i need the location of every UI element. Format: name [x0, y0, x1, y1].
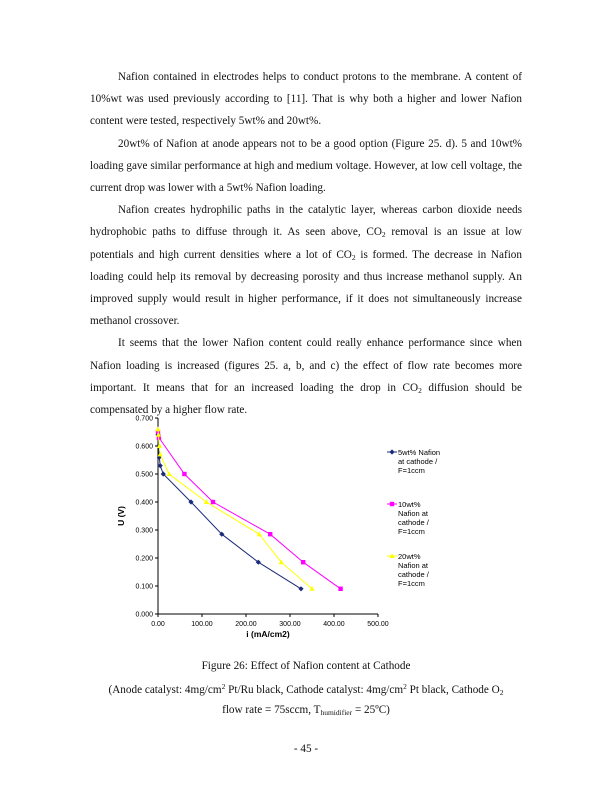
data-point-square — [301, 560, 305, 564]
caption-text: = 25ºC) — [352, 704, 390, 716]
legend-label: Nafion at — [398, 561, 429, 570]
data-point-diamond — [389, 449, 394, 454]
x-axis-label: i (mA/cm2) — [246, 629, 290, 639]
y-tick-label: 0.300 — [135, 527, 153, 535]
legend-entry-1 — [387, 448, 440, 475]
chart-legend — [386, 434, 440, 598]
subscript-2: 2 — [499, 688, 504, 697]
data-point-square — [211, 500, 215, 504]
legend-label: 20wt% — [398, 552, 421, 561]
legend-label: 5wt% Nafion — [398, 448, 441, 457]
x-tick-label: 500.00 — [367, 621, 389, 628]
caption-text: (Anode catalyst: 4mg/cm — [108, 684, 222, 696]
legend-label: cathode / — [398, 570, 429, 579]
x-tick-label: 100.00 — [191, 621, 213, 628]
series-line — [158, 432, 341, 589]
y-tick-label: 0.000 — [135, 611, 153, 619]
paragraph-4-part-a: It seems that the lower Nafion content could really enhance performance since when Nafion loading is increased (figures 25. a, b, and c) the effect of flow rate becomes more important. It means that for an increased loading the drop in CO — [90, 337, 522, 394]
legend-label: 10wt% — [398, 500, 421, 509]
y-tick-label: 0.500 — [135, 471, 153, 479]
data-point-triangle — [155, 426, 160, 431]
data-point-square — [268, 532, 272, 536]
legend-label: F=1ccm — [398, 579, 425, 588]
superscript-2: 2 — [221, 682, 226, 691]
paragraph-3-part-b: removal is an issue at low potentials and high current densities where a lot of CO — [90, 226, 522, 261]
data-point-square — [390, 502, 394, 506]
page-number: - 45 - — [293, 743, 319, 755]
chart-axes — [116, 416, 389, 640]
series-line — [158, 429, 312, 589]
figure-caption-title — [60, 658, 552, 674]
y-tick-label: 0.600 — [135, 443, 153, 451]
data-point-square — [338, 587, 342, 591]
paragraph-3-part-c: is formed. The decrease in Nafion loading could help its removal by decreasing porosity and thus increase methanol supply. An improved supply would result in higher performance, if it does not simultaneously increase methanol crossover. — [90, 248, 522, 328]
subscript-2: 2 — [381, 230, 386, 240]
subscript-2: 2 — [351, 252, 356, 262]
paragraph-1 — [90, 66, 522, 133]
subscript-2: 2 — [418, 385, 422, 395]
figure-caption-line-3 — [60, 702, 552, 718]
legend-label: at cathode / — [398, 457, 438, 466]
data-point-triangle — [257, 531, 262, 536]
x-tick-label: 400.00 — [323, 621, 345, 628]
legend-entry-2 — [387, 500, 430, 536]
x-tick-label: 300.00 — [279, 621, 301, 628]
paragraph-4-part-b: diffusion should be compensated by a higher flow rate. — [90, 381, 522, 417]
nafion-content-chart — [110, 408, 441, 640]
caption-text: Pt black, Cathode O — [406, 684, 500, 696]
y-axis-label: U (V) — [116, 506, 126, 526]
subscript-humidifier: humidifier — [320, 708, 353, 717]
body-text — [90, 66, 522, 421]
y-tick-label: 0.700 — [135, 415, 153, 423]
data-point-triangle — [166, 471, 171, 476]
legend-entry-3 — [387, 552, 430, 588]
x-tick-label: 200.00 — [235, 621, 257, 628]
chart-series-layer — [155, 426, 342, 591]
caption-text: flow rate = 75sccm, T — [222, 704, 321, 716]
legend-label: Nafion at — [398, 509, 429, 518]
y-tick-label: 0.100 — [135, 583, 153, 591]
legend-label: cathode / — [398, 518, 429, 527]
paragraph-2-text: 20wt% of Nafion at anode appears not to be a good option (Figure 25. d). 5 and 10wt% loading gave similar performance at high and medium voltage. However, at low cell voltage, the current drop was lower with a 5wt% Nafion loading. — [90, 137, 522, 195]
figure-caption-line-2 — [60, 682, 552, 698]
figure-caption-title-text: Figure 26: Effect of Nafion content at Cathode — [201, 660, 411, 672]
y-tick-label: 0.200 — [135, 555, 153, 563]
superscript-2: 2 — [403, 682, 407, 691]
caption-text: Pt/Ru black, Cathode catalyst: 4mg/cm — [225, 684, 404, 696]
data-point-triangle — [204, 499, 209, 504]
legend-label: F=1ccm — [398, 527, 425, 536]
y-tick-label: 0.400 — [135, 499, 153, 507]
paragraph-2 — [90, 133, 522, 200]
paragraph-1-text: Nafion contained in electrodes helps to conduct protons to the membrane. A content of 10%wt was used previously according to [11]. That is why both a higher and lower Nafion content were tested, respectively 5wt% and 20wt%. — [90, 71, 522, 128]
legend-label: F=1ccm — [398, 466, 425, 475]
series-3 — [155, 426, 314, 590]
paragraph-3-part-a: Nafion creates hydrophilic paths in the catalytic layer, whereas carbon dioxide needs hydrophobic paths to diffuse through it. As seen above, CO — [90, 204, 522, 239]
series-2 — [156, 430, 343, 591]
data-point-diamond — [298, 586, 303, 591]
data-point-square — [182, 472, 186, 476]
x-tick-label: 0.00 — [151, 621, 165, 628]
paragraph-3 — [90, 199, 522, 332]
